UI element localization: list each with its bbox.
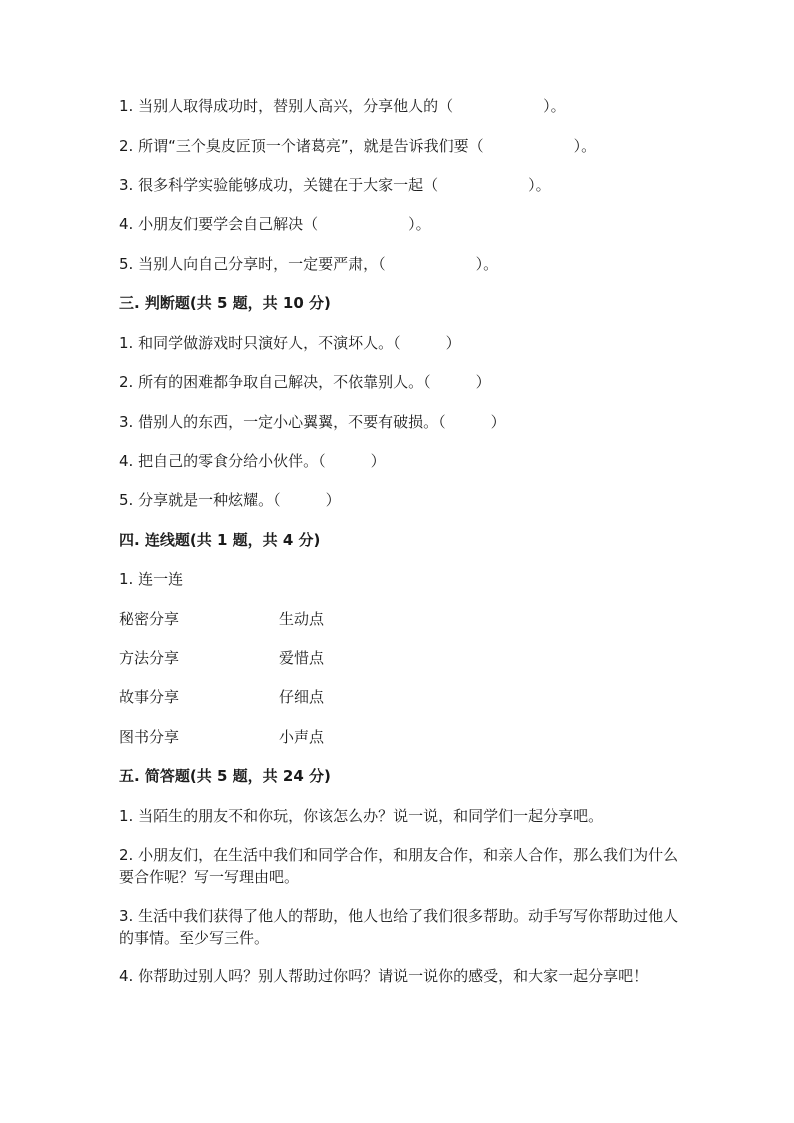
- match-right-1: 生动点: [279, 610, 325, 628]
- match-left-1: 秘密分享: [119, 610, 180, 628]
- match-question: 1. 连一连: [119, 570, 184, 588]
- match-right-4: 小声点: [279, 728, 325, 746]
- fill-blank-item-2: 2. 所谓“三个臭皮匠顶一个诸葛亮”，就是告诉我们要（ ）。: [119, 137, 597, 155]
- judge-item-1: 1. 和同学做游戏时只演好人，不演坏人。（ ）: [119, 334, 461, 352]
- short-answer-item-3: 3. 生活中我们获得了他人的帮助，他人也给了我们很多帮助。动手写写你帮助过他人的事情。至少写三件。: [119, 907, 679, 947]
- match-right-3: 仔细点: [279, 688, 325, 706]
- match-left-2: 方法分享: [119, 649, 180, 667]
- short-answer-item-4: 4. 你帮助过别人吗？别人帮助过你吗？请说一说你的感受，和大家一起分享吧！: [119, 967, 649, 985]
- judge-item-3: 3. 借别人的东西，一定小心翼翼，不要有破损。（ ）: [119, 413, 506, 431]
- judge-item-4: 4. 把自己的零食分给小伙伴。（ ）: [119, 452, 386, 470]
- short-answer-item-1: 1. 当陌生的朋友不和你玩，你该怎么办？说一说，和同学们一起分享吧。: [119, 807, 604, 825]
- fill-blank-item-4: 4. 小朋友们要学会自己解决（ ）。: [119, 215, 431, 233]
- match-section-title: 四. 连线题(共 1 题，共 4 分): [119, 531, 321, 549]
- match-right-2: 爱惜点: [279, 649, 325, 667]
- fill-blank-item-1: 1. 当别人取得成功时，替别人高兴，分享他人的（ ）。: [119, 97, 566, 115]
- judge-item-5: 5. 分享就是一种炫耀。（ ）: [119, 491, 341, 509]
- judge-section-title: 三. 判断题(共 5 题，共 10 分): [119, 294, 331, 312]
- short-answer-section-title: 五. 简答题(共 5 题，共 24 分): [119, 767, 331, 785]
- judge-item-2: 2. 所有的困难都争取自己解决，不依靠别人。（ ）: [119, 373, 491, 391]
- short-answer-item-2: 2. 小朋友们，在生活中我们和同学合作，和朋友合作，和亲人合作，那么我们为什么要合作呢？写一写理由吧。: [119, 846, 679, 886]
- fill-blank-item-5: 5. 当别人向自己分享时，一定要严肃，（ ）。: [119, 255, 499, 273]
- match-left-3: 故事分享: [119, 688, 180, 706]
- fill-blank-item-3: 3. 很多科学实验能够成功，关键在于大家一起（ ）。: [119, 176, 551, 194]
- match-left-4: 图书分享: [119, 728, 180, 746]
